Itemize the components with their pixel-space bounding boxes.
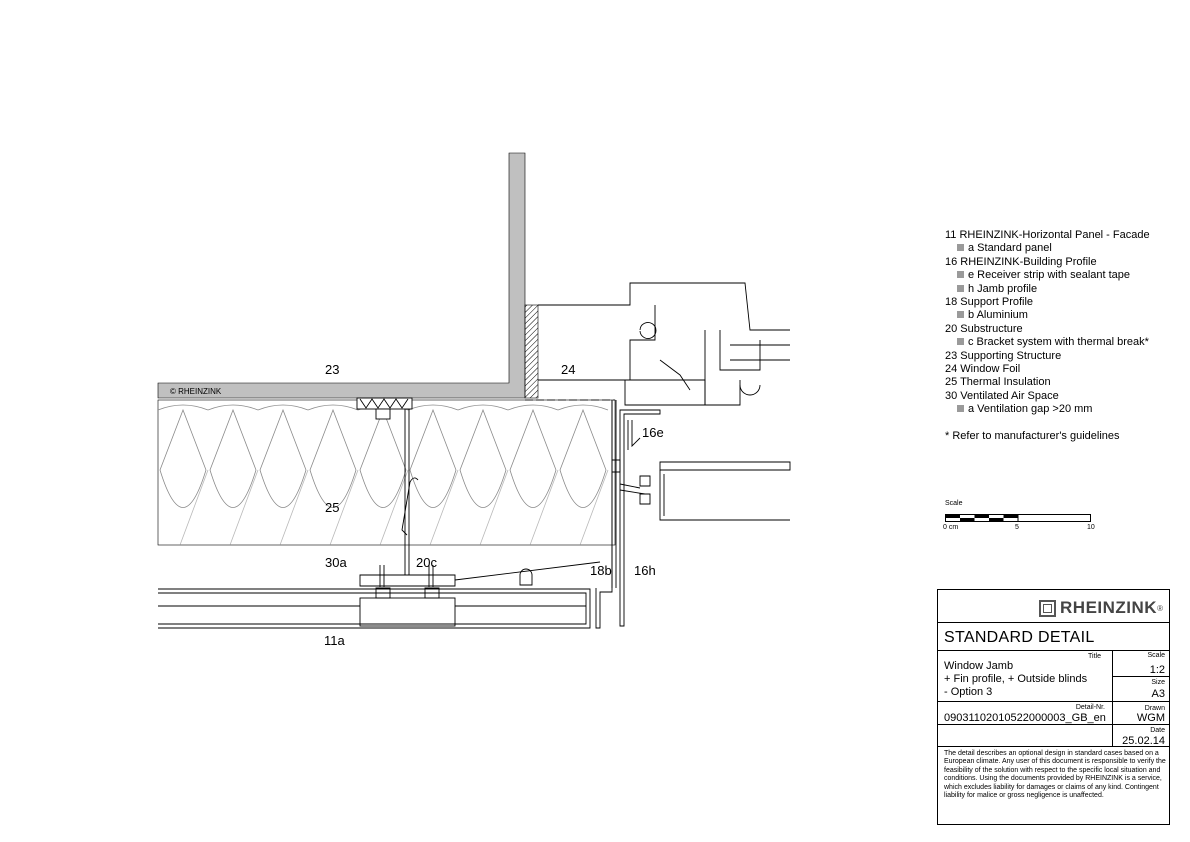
legend-item-label: h Jamb profile bbox=[968, 282, 1038, 295]
scale-tick-5: 5 bbox=[1015, 524, 1019, 531]
drawing-title-line: - Option 3 bbox=[944, 686, 993, 698]
detail-number-caption: Detail-Nr. bbox=[1075, 704, 1105, 711]
scale-bar-title: Scale bbox=[945, 500, 963, 507]
legend-item bbox=[945, 403, 1150, 416]
label-30a: 30a bbox=[325, 555, 347, 570]
brand-logo bbox=[1039, 598, 1163, 618]
scale-caption: Scale bbox=[1147, 652, 1165, 659]
legend-item bbox=[945, 336, 1150, 349]
legend-item: 30 Ventilated Air Space bbox=[945, 389, 1059, 402]
legend-bullet bbox=[957, 311, 964, 318]
divider bbox=[938, 724, 1169, 725]
drawn-value: WGM bbox=[1136, 712, 1165, 724]
drawing-title bbox=[944, 660, 1087, 699]
label-25: 25 bbox=[325, 500, 340, 515]
detail-number: 09031102010522000003_GB_en bbox=[944, 712, 1106, 724]
substructure-bracket bbox=[357, 398, 600, 598]
legend-item: 25 Thermal Insulation bbox=[945, 376, 1051, 389]
legend-item bbox=[945, 283, 1150, 296]
brand-logo-icon bbox=[1039, 600, 1056, 617]
supporting-structure bbox=[158, 153, 525, 398]
divider bbox=[1112, 650, 1113, 746]
legend-bullet bbox=[957, 271, 964, 278]
label-11a: 11a bbox=[324, 633, 345, 648]
label-23: 23 bbox=[325, 362, 340, 377]
size-value: A3 bbox=[1151, 688, 1165, 700]
brand-name: RHEINZINK bbox=[1060, 598, 1158, 617]
legend-item-label: a Ventilation gap >20 mm bbox=[968, 403, 1093, 416]
title-block bbox=[937, 589, 1170, 825]
window-foil bbox=[525, 305, 615, 400]
legend-item: 16 RHEINZINK-Building Profile bbox=[945, 255, 1097, 268]
label-16h: 16h bbox=[634, 563, 656, 578]
legend-item: 18 Support Profile bbox=[945, 296, 1034, 309]
legend-item: 20 Substructure bbox=[945, 322, 1023, 335]
legend-bullet bbox=[957, 405, 964, 412]
standard-detail-heading: STANDARD DETAIL bbox=[944, 629, 1095, 646]
divider bbox=[938, 622, 1169, 623]
date-value: 25.02.14 bbox=[1122, 735, 1165, 747]
label-18b: 18b bbox=[590, 563, 612, 578]
legend-item: 23 Supporting Structure bbox=[945, 349, 1062, 362]
brand-registered: ® bbox=[1157, 603, 1163, 613]
size-caption: Size bbox=[1151, 679, 1165, 686]
date-caption: Date bbox=[1150, 727, 1165, 734]
title-caption: Title bbox=[1088, 653, 1101, 660]
legend-note: * Refer to manufacturer's guidelines bbox=[945, 429, 1120, 442]
drawing-title-line: + Fin profile, + Outside blinds bbox=[944, 673, 1088, 685]
legend-item bbox=[945, 269, 1150, 282]
divider bbox=[938, 746, 1169, 747]
legend bbox=[945, 229, 1150, 443]
legend-item-label: e Receiver strip with sealant tape bbox=[968, 269, 1131, 282]
legend-bullet bbox=[957, 244, 964, 251]
label-20c: 20c bbox=[416, 555, 437, 570]
copyright-mark: © RHEINZINK bbox=[170, 387, 222, 396]
label-16e: 16e bbox=[642, 425, 664, 440]
legend-item bbox=[945, 242, 1150, 255]
thermal-insulation bbox=[158, 400, 615, 545]
divider bbox=[938, 701, 1169, 702]
legend-bullet bbox=[957, 338, 964, 345]
divider bbox=[938, 650, 1169, 651]
scale-tick-0: 0 cm bbox=[943, 524, 959, 531]
divider bbox=[1112, 676, 1169, 677]
legend-item: 11 RHEINZINK-Horizontal Panel - Facade bbox=[945, 229, 1150, 241]
scale-value: 1:2 bbox=[1149, 664, 1165, 676]
legend-item-label: a Standard panel bbox=[968, 242, 1052, 255]
horizontal-panel bbox=[158, 589, 590, 628]
legend-item-label: b Aluminium bbox=[968, 309, 1028, 322]
legend-item-label: c Bracket system with thermal break* bbox=[968, 336, 1149, 349]
label-24: 24 bbox=[561, 362, 576, 377]
drawn-caption: Drawn bbox=[1144, 705, 1165, 712]
legend-item bbox=[945, 309, 1150, 322]
scale-bar-graphic bbox=[945, 514, 1091, 522]
scale-tick-10: 10 bbox=[1087, 524, 1095, 531]
window-frame bbox=[538, 283, 790, 520]
legend-bullet bbox=[957, 285, 964, 292]
disclaimer-text: The detail describes an optional design in standard cases based on a European climate. Any user of this document is responsible to verify the feasibility of the solution with respect to the specific local situation and conditions. Using the documents provided by RHEINZINK is a service, which excludes liability for damages or claims of any kind. Contingent liability for malice or gross negligence is unaffected. bbox=[944, 750, 1166, 800]
drawing-title-line: Window Jamb bbox=[944, 660, 1014, 672]
legend-item: 24 Window Foil bbox=[945, 363, 1021, 376]
